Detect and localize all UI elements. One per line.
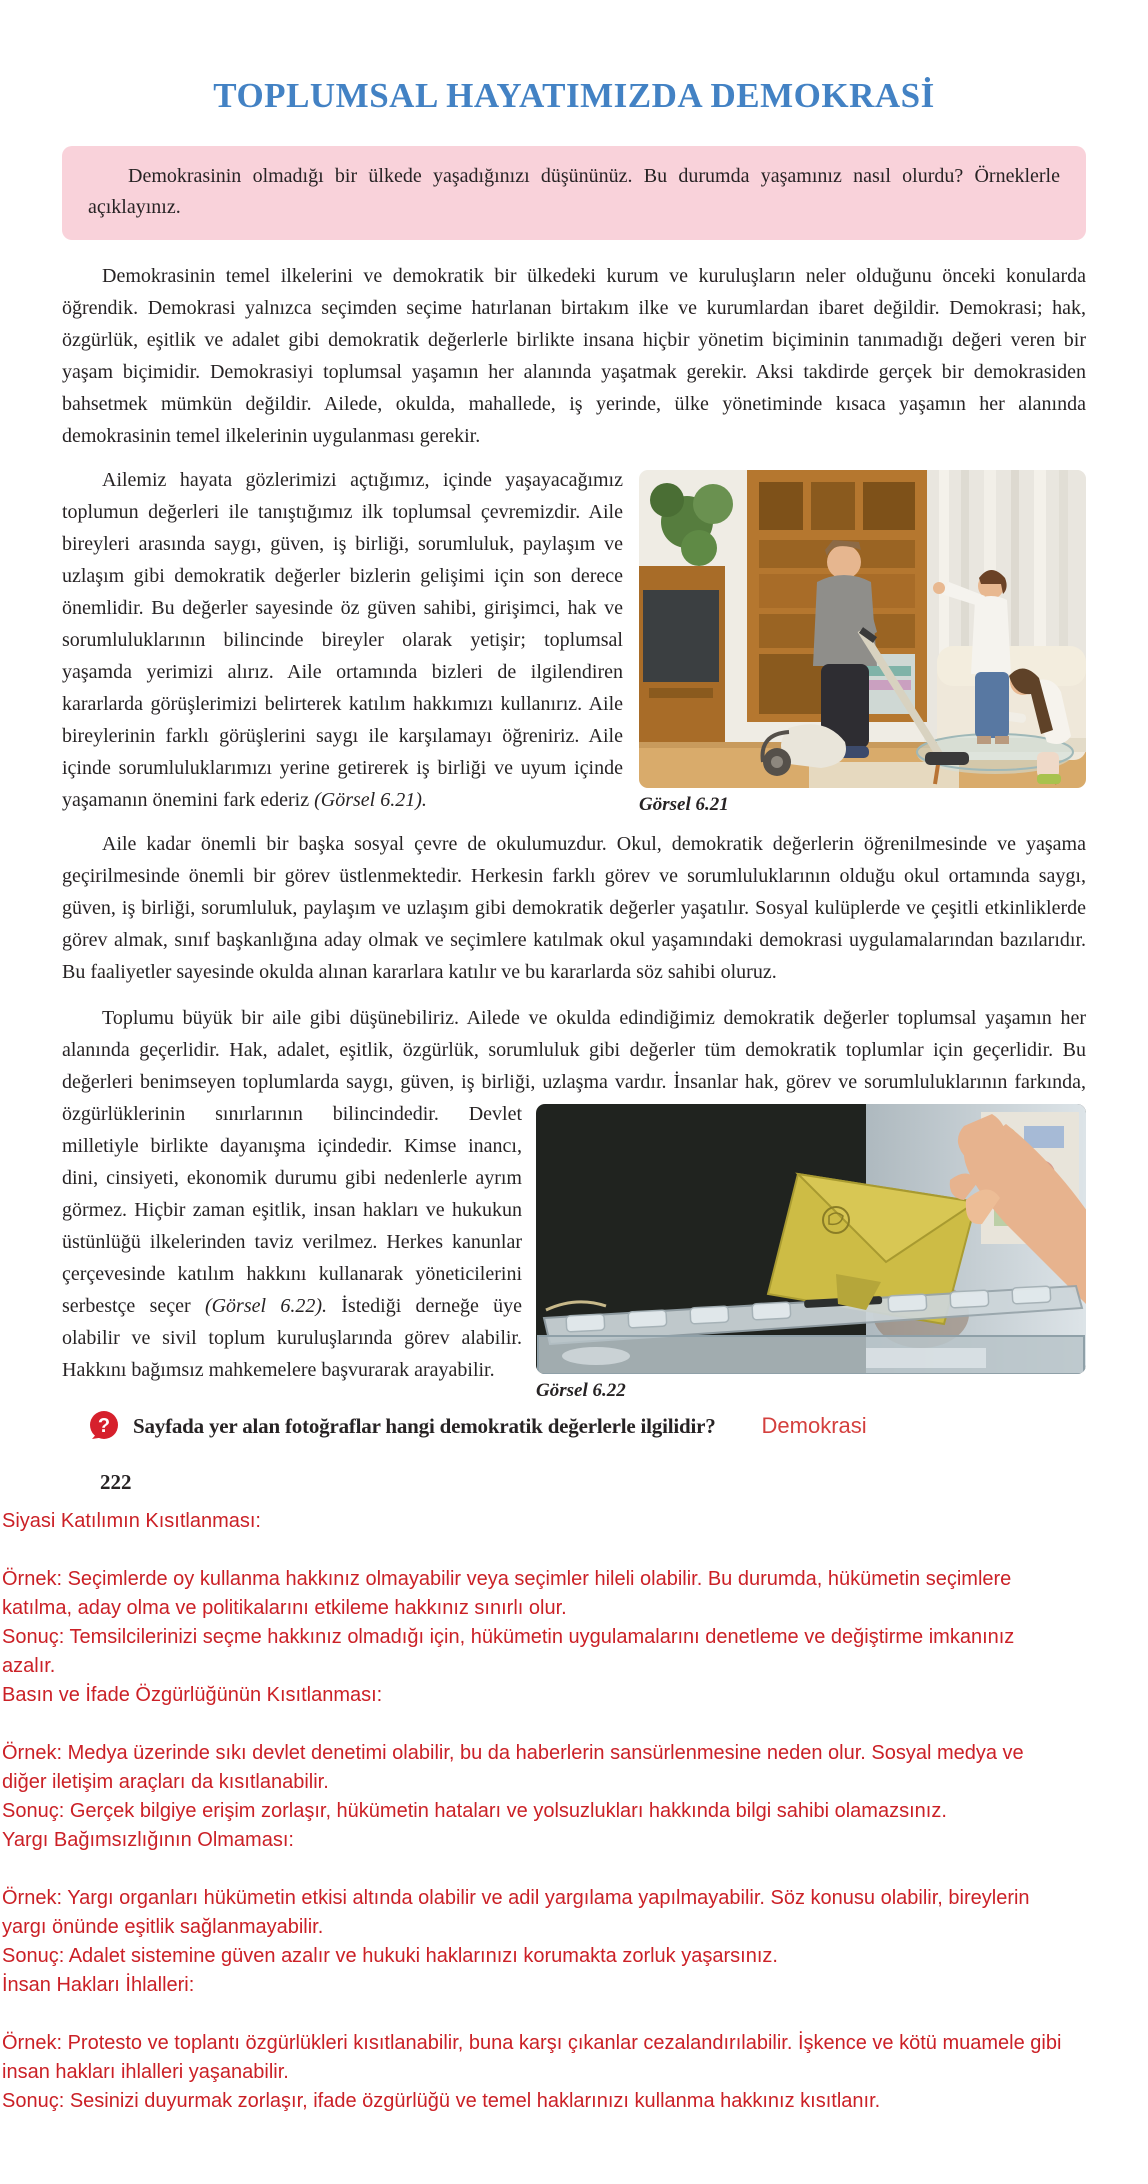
note-example: Örnek: Seçimlerde oy kullanma hakkınız olmayabilir veya seçimler hileli olabilir. Bu durumda, hükümetin seçimlere katılma, aday olma ve politikalarını etkileme hakkınız sınırlı olur. xyxy=(2,1568,1012,1619)
note-section-human-rights xyxy=(2,1971,1062,2116)
note-heading: Basın ve İfade Özgürlüğünün Kısıtlanması: xyxy=(2,1684,383,1706)
figure-reference: (Görsel 6.21). xyxy=(314,789,427,811)
note-heading: İnsan Hakları İhlalleri: xyxy=(2,1974,195,1996)
activity-intro-box xyxy=(62,146,1086,240)
figure-reference: (Görsel 6.22). xyxy=(204,1295,327,1317)
note-result: Sonuç: Temsilcilerinizi seçme hakkınız olmadığı için, hükümetin uygulamalarını denetleme ve değiştirme imkanınız azalır. xyxy=(2,1626,1015,1677)
figure-family-cleaning xyxy=(639,470,1086,820)
note-result: Sonuç: Sesinizi duyurmak zorlaşır, ifade özgürlüğü ve temel haklarınızı kullanma hakkınız kısıtlanır. xyxy=(2,2090,881,2112)
question-mark-icon xyxy=(88,1410,120,1442)
paragraph-family xyxy=(62,464,1086,816)
figure-ballot-box xyxy=(536,1104,1086,1406)
note-section-press-freedom xyxy=(2,1681,1062,1826)
note-heading: Siyasi Katılımın Kısıtlanması: xyxy=(2,1510,261,1532)
note-example: Örnek: Protesto ve toplantı özgürlükleri kısıtlanabilir, buna karşı çıkanlar cezalandırılabilir. İşkence ve kötü muamele gibi insan hakları ihlalleri yaşanabilir. xyxy=(2,2032,1062,2083)
note-section-political-participation xyxy=(2,1507,1062,1681)
paragraph-society xyxy=(62,1002,1087,1401)
figure-caption: Görsel 6.21 xyxy=(639,794,729,815)
page-title: TOPLUMSAL HAYATIMIZDA DEMOKRASİ xyxy=(213,76,935,115)
paragraph-text: Aile kadar önemli bir başka sosyal çevre de okulumuzdur. Okul, demokratik değerlerin öğrenilmesinde ve yaşama geçirilmesinde önemli bir görev üstlenmektedir. Herkesin farklı görev ve sorumluluklarının olduğu okul ortamında saygı, güven, iş birliği, sorumluluk, paylaşım ve uzlaşım gibi demokratik değerler yaşatılır. Sosyal kulüplerde ve çeşitli etkinliklerde görev almak, sınıf başkanlığına aday olmak ve seçimlere katılmak okul yaşamındaki demokrasi uygulamalarından bazılarıdır. Bu faaliyetler sayesinde okulda alınan kararlara katılır ve bu kararlarda söz sahibi oluruz. xyxy=(62,833,1086,983)
note-example: Örnek: Yargı organları hükümetin etkisi altında olabilir ve adil yargılama yapılmayabilir. Söz konusu olabilir, bireylerin yargı önünde eşitlik sağlanmayabilir. xyxy=(2,1887,1030,1938)
red-annotation-notes xyxy=(2,1507,1062,2116)
note-section-judicial-independence xyxy=(2,1826,1062,1971)
note-example: Örnek: Medya üzerinde sıkı devlet denetimi olabilir, bu da haberlerin sansürlenmesine neden olur. Sosyal medya ve diğer iletişim araçları da kısıtlanabilir. xyxy=(2,1742,1024,1793)
note-result: Sonuç: Gerçek bilgiye erişim zorlaşır, hükümetin hataları ve yolsuzlukları hakkında bilgi sahibi olamazsınız. xyxy=(2,1800,947,1822)
note-heading: Yargı Bağımsızlığının Olmaması: xyxy=(2,1829,294,1851)
paragraph-text: İstediği derneğe üye olabilir ve sivil toplum kuruluşlarında görev alabilir. Hakkını bağımsız mahkemelere başvurarak arayabilir. xyxy=(62,1295,522,1381)
page-question-text: Sayfada yer alan fotoğraflar hangi demokratik değerlerle ilgilidir? xyxy=(133,1413,716,1438)
ballot-box-photo xyxy=(536,1104,1086,1374)
paragraph-text: sorumluluklarının farkında, özgürlüklerinin sınırlarının bilincindedir. Devlet milletiyle birlikte dayanışma içindedir. Kimse inancı, dini, cinsiyeti, ekonomik durumu gibi nedenlerle ayrım görmez. Hiçbir zaman eşitlik, insan hakları ve hukukun üstünlüğü ilkelerinden taviz verilmez. Herkes kanunlar çerçevesinde katılım hakkını kullanarak yöneticilerini serbestçe seçer xyxy=(62,1071,1087,1317)
svg-text:?: ? xyxy=(97,1415,111,1437)
paragraph-text: Ailemiz hayata gözlerimizi açtığımız, içinde yaşayacağımız toplumun değerleri ile tanıştığımız ilk toplumsal çevremizdir. Aile bireyleri arasında saygı, güven, iş birliği, sorumluluk, paylaşım ve uzlaşım gibi demokratik değerler bizlerin gelişimi için son derece önemlidir. Bu değerler sayesinde öz güven sahibi, girişimci, hak ve sorumluluklarının bilincinde bireyler olarak yetişir; toplumsal yaşamda yerimizi alırız. Aile ortamında bizleri de ilgilendiren kararlarda görüşlerimizi belirterek katılım hakkımızı kullanırız. Aile bireylerinin farklı görüşlerini saygı ile karşılamayı öğreniriz. Aile içinde sorumluluklarımızı yerine getirerek iş birliği ve uyum içinde yaşamanın önemini fark ederiz xyxy=(62,469,623,811)
family-cleaning-photo xyxy=(639,470,1086,788)
figure-caption: Görsel 6.22 xyxy=(536,1380,626,1401)
paragraph-democracy-principles xyxy=(62,260,1086,452)
paragraph-school xyxy=(62,828,1086,988)
note-result: Sonuç: Adalet sistemine güven azalır ve hukuki haklarınızı korumakta zorluk yaşarsınız. xyxy=(2,1945,778,1967)
page-question-row xyxy=(88,1410,1086,1442)
paragraph-text: Toplumu büyük bir aile gibi düşünebiliriz. Ailede ve okulda edindiğimiz demokratik değerler toplumsal yaşamın her alanında geçerlidir. Hak, adalet, eşitlik, özgürlük, sorumluluk gibi değerler tüm demokratik toplumlar için geçerlidir. Bu değerleri benimseyen toplumlarda saygı, güven, iş birliği, uzlaşma vardır. İnsanlar hak, görev ve xyxy=(62,1007,1086,1093)
paragraph-text: Demokrasinin temel ilkelerini ve demokratik bir ülkedeki kurum ve kuruluşların neler olduğunu önceki konularda öğrendik. Demokrasi yalnızca seçimden seçime hatırlanan birtakım ilke ve kurumlardan ibaret değildir. Demokrasi; hak, özgürlük, eşitlik ve adalet gibi demokratik değerlerle birlikte insana hiçbir yönetim biçiminin tanımadığı değeri veren bir yaşam biçimidir. Demokrasiyi toplumsal yaşamın her alanında yaşatmak gerekir. Aksi takdirde gerçek bir demokrasiden bahsetmek mümkün değildir. Ailede, okulda, mahallede, iş yerinde, ülke yönetiminde kısaca yaşamın her alanında demokrasinin temel ilkelerinin uygulanması gerekir. xyxy=(62,265,1086,447)
page-number: 222 xyxy=(100,1470,132,1494)
activity-intro-text: Demokrasinin olmadığı bir ülkede yaşadığınızı düşününüz. Bu durumda yaşamınız nasıl olurdu? Örneklerle açıklayınız. xyxy=(88,165,1060,218)
handwritten-answer-demokrasi: Demokrasi xyxy=(761,1413,867,1438)
